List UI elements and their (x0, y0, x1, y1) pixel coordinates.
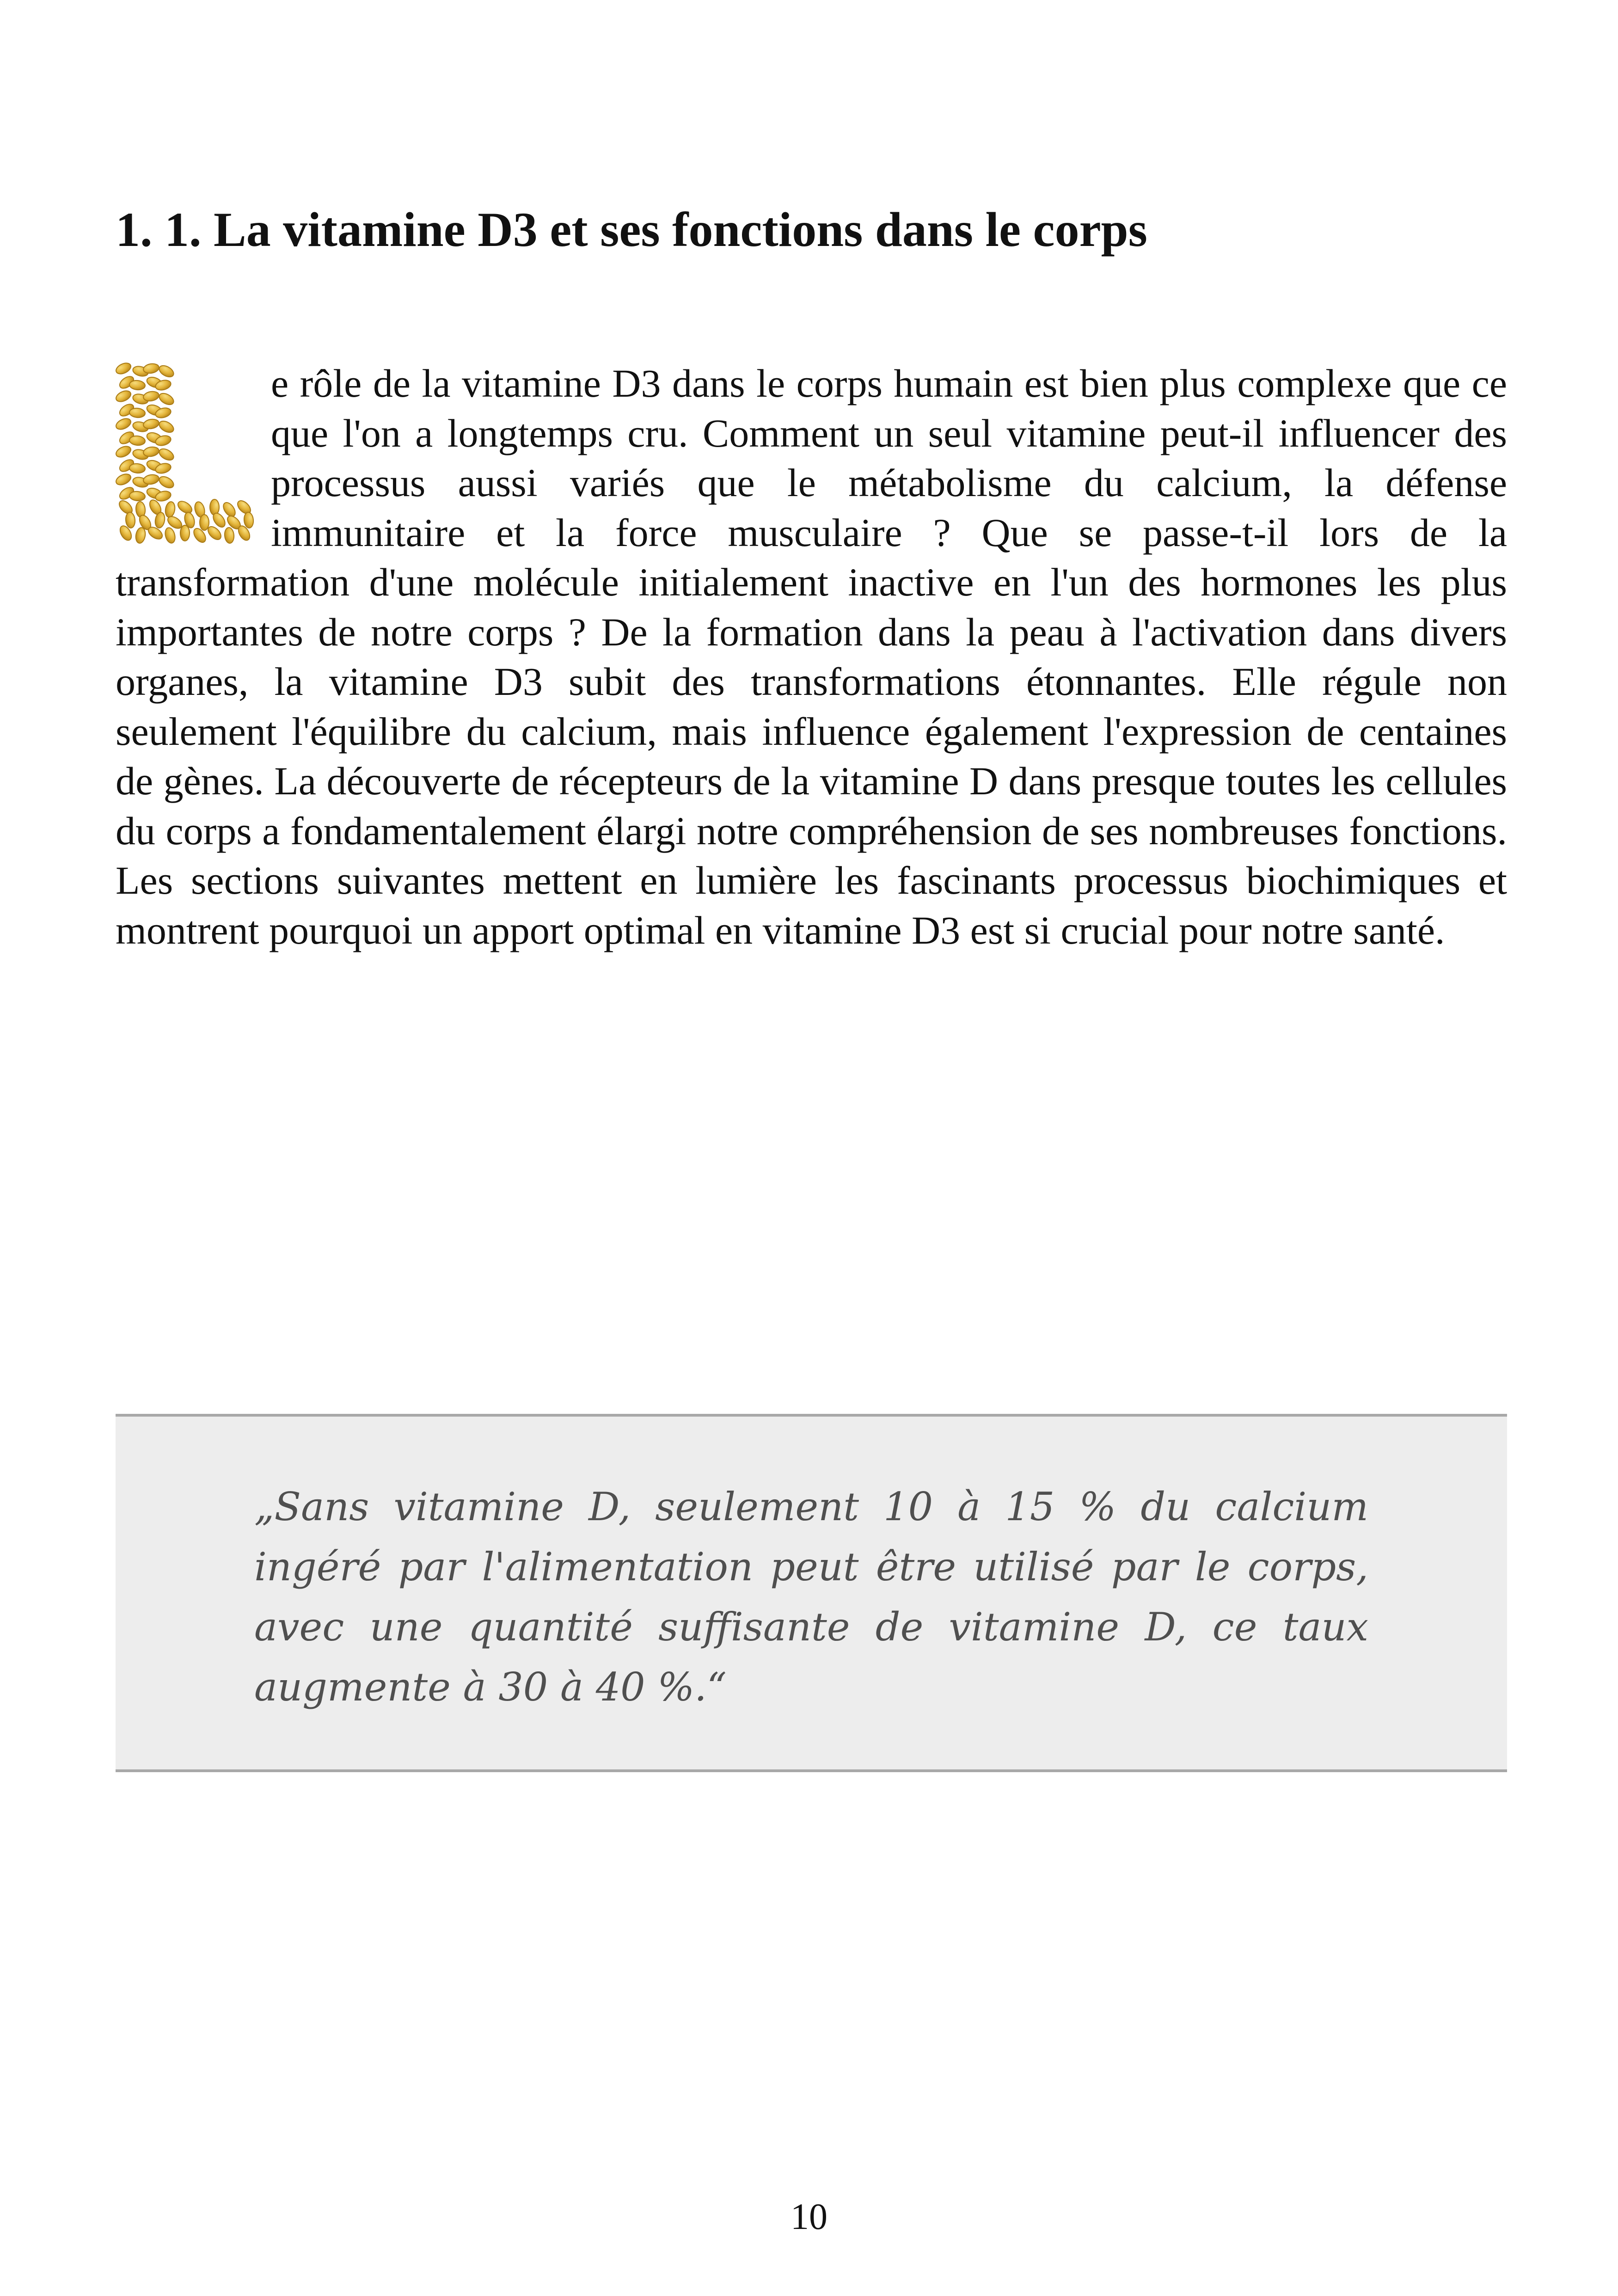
body-paragraph (116, 359, 1507, 955)
section-heading: 1. 1. La vitamine D3 et ses fonctions dans le corps (116, 203, 1147, 257)
page-number: 10 (791, 2197, 827, 2237)
quote-text: „Sans vitamine D, seulement 10 à 15 % du calcium ingéré par l'alimentation peut être utilisé par le corps, avec une quantité suffisante de vitamine D, ce taux augmente à 30 à 40 %.“ (254, 1484, 1368, 1710)
quote-box (116, 1414, 1507, 1772)
body-paragraph-text: e rôle de la vitamine D3 dans le corps humain est bien plus complexe que ce que l'on a longtemps cru. Comment un seul vitamine peut-il influencer des processus aussi variés que le métabolisme du calcium, la défense immunitaire et la force musculaire ? Que se passe-t-il lors de la transformation d'une molécule initialement inactive en l'un des hormones les plus importantes de notre corps ? De la formation dans la peau à l'activation dans divers organes, la vitamine D3 subit des transformations étonnantes. Elle régule non seulement l'équilibre du calcium, mais influence également l'expression de centaines de gènes. La découverte de récepteurs de la vitamine D dans presque toutes les cellules du corps a fondamentalement élargi notre compréhension de ses nombreuses fonctions. Les sections suivantes mettent en lumière les fascinants processus biochimiques et montrent pourquoi un apport optimal en vitamine D3 est si crucial pour notre santé. (116, 361, 1507, 952)
drop-cap-space (116, 359, 271, 553)
